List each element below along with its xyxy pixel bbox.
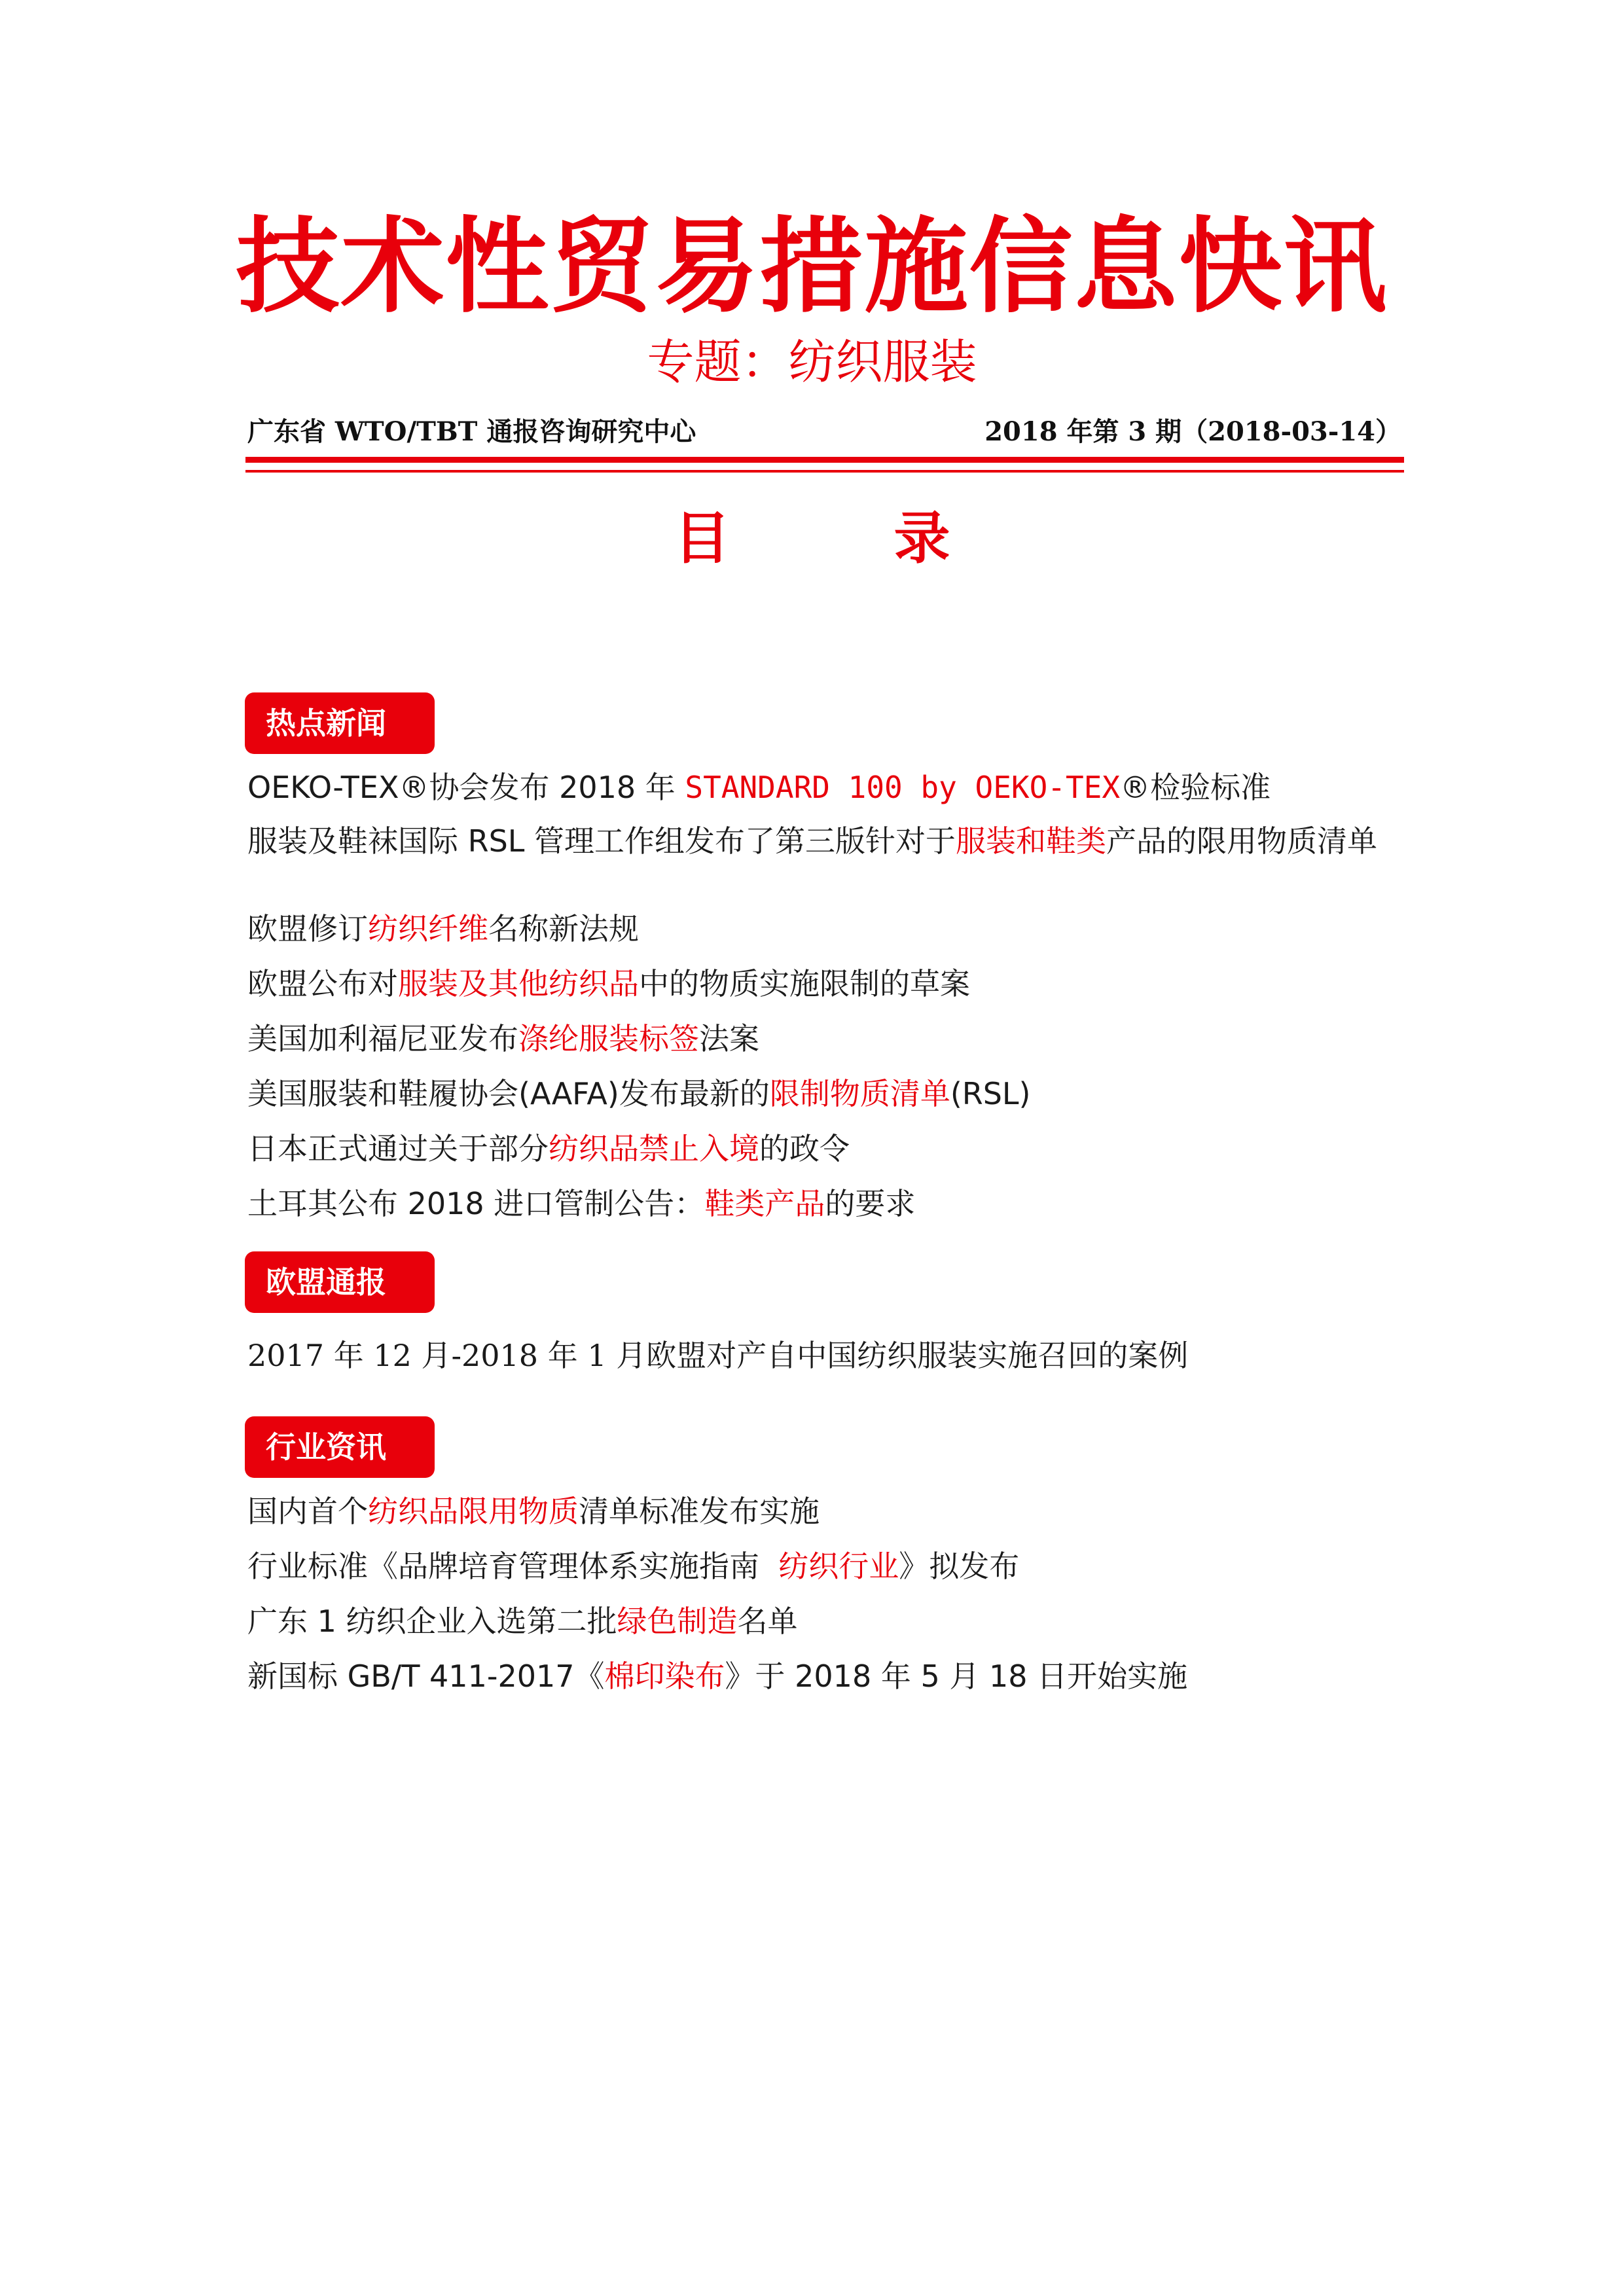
item-text: 》拟发布	[899, 1549, 1020, 1584]
item-text: 欧盟公布对	[247, 966, 398, 1001]
toc-item[interactable]	[247, 1339, 1413, 1372]
toc-item[interactable]	[247, 1660, 1413, 1693]
item-text: 》于 2018 年 5 月 18 日开始实施	[725, 1659, 1188, 1694]
item-text: 产品的限用物质清单	[1106, 823, 1378, 859]
item-keyword: 服装和鞋类	[956, 823, 1107, 859]
toc-item[interactable]	[247, 967, 1413, 1000]
newsletter-subtitle: 专题：纺织服装	[647, 334, 977, 389]
item-text: 美国服装和鞋履协会(AAFA)发布最新的	[247, 1076, 770, 1111]
toc-item[interactable]	[247, 1077, 1413, 1110]
toc-item[interactable]	[247, 1022, 1413, 1055]
item-keyword: 纺织纤维	[368, 911, 488, 946]
toc-item[interactable]	[247, 1132, 1413, 1165]
toc-item[interactable]	[247, 912, 1413, 945]
item-text: 名称新法规	[488, 911, 639, 946]
item-text: 广东 1 纺织企业入选第二批	[247, 1604, 617, 1639]
item-text: 法案	[699, 1021, 759, 1056]
item-text: 日本正式通过关于部分	[247, 1131, 549, 1166]
item-text: 土耳其公布 2018 进口管制公告：	[247, 1186, 705, 1221]
toc-item[interactable]	[247, 771, 1413, 804]
section-label-industry-news: 行业资讯	[245, 1416, 435, 1478]
issue-info: 2018 年第 3 期（2018-03-14）	[984, 416, 1401, 447]
item-text: (RSL)	[950, 1076, 1031, 1111]
item-text: 中的物质实施限制的草案	[639, 966, 970, 1001]
item-keyword: 纺织行业	[778, 1549, 899, 1584]
toc-item[interactable]	[247, 1187, 1413, 1220]
item-keyword: 限制物质清单	[769, 1076, 950, 1111]
item-keyword: 纺织品禁止入境	[549, 1131, 759, 1166]
item-keyword: 绿色制造	[617, 1604, 738, 1639]
item-text: 的要求	[825, 1186, 916, 1221]
item-text: 清单标准发布实施	[579, 1494, 820, 1529]
item-text: 国内首个	[247, 1494, 368, 1529]
item-text: 名单	[737, 1604, 798, 1639]
item-text: 2017 年 12 月-2018 年 1 月欧盟对产自中国纺织服装实施召回的案例	[247, 1338, 1189, 1373]
toc-item[interactable]	[247, 1495, 1413, 1528]
section-label-eu-notifications: 欧盟通报	[245, 1251, 435, 1313]
publisher-org: 广东省 WTO/TBT 通报咨询研究中心	[247, 416, 696, 447]
item-keyword: STANDARD 100 by OEKO-TEX	[685, 770, 1121, 805]
item-text: 的政令	[759, 1131, 850, 1166]
item-text: 服装及鞋袜国际 RSL 管理工作组发布了第三版针对于	[247, 823, 956, 859]
header-divider-thick	[245, 457, 1404, 463]
toc-item[interactable]	[247, 823, 1413, 859]
item-text: OEKO-TEX®协会发布 2018 年	[247, 770, 685, 805]
item-keyword: 纺织品限用物质	[368, 1494, 579, 1529]
toc-item[interactable]	[247, 1550, 1413, 1583]
item-text: ®检验标准	[1120, 770, 1271, 805]
section-label-hot-news: 热点新闻	[245, 692, 435, 754]
item-keyword: 鞋类产品	[704, 1186, 825, 1221]
item-keyword: 棉印染布	[604, 1659, 725, 1694]
item-text: 新国标 GB/T 411-2017《	[247, 1659, 605, 1694]
header-divider-thin	[245, 470, 1404, 473]
toc-item[interactable]	[247, 1605, 1413, 1638]
newsletter-title: 技术性贸易措施信息快讯	[236, 207, 1388, 327]
item-keyword: 服装及其他纺织品	[398, 966, 639, 1001]
item-keyword: 涤纶服装标签	[518, 1021, 699, 1056]
item-text: 美国加利福尼亚发布	[247, 1021, 518, 1056]
item-text: 行业标准《品牌培育管理体系实施指南	[247, 1549, 779, 1584]
toc-heading: 目 录	[674, 506, 1022, 571]
item-text: 欧盟修订	[247, 911, 368, 946]
